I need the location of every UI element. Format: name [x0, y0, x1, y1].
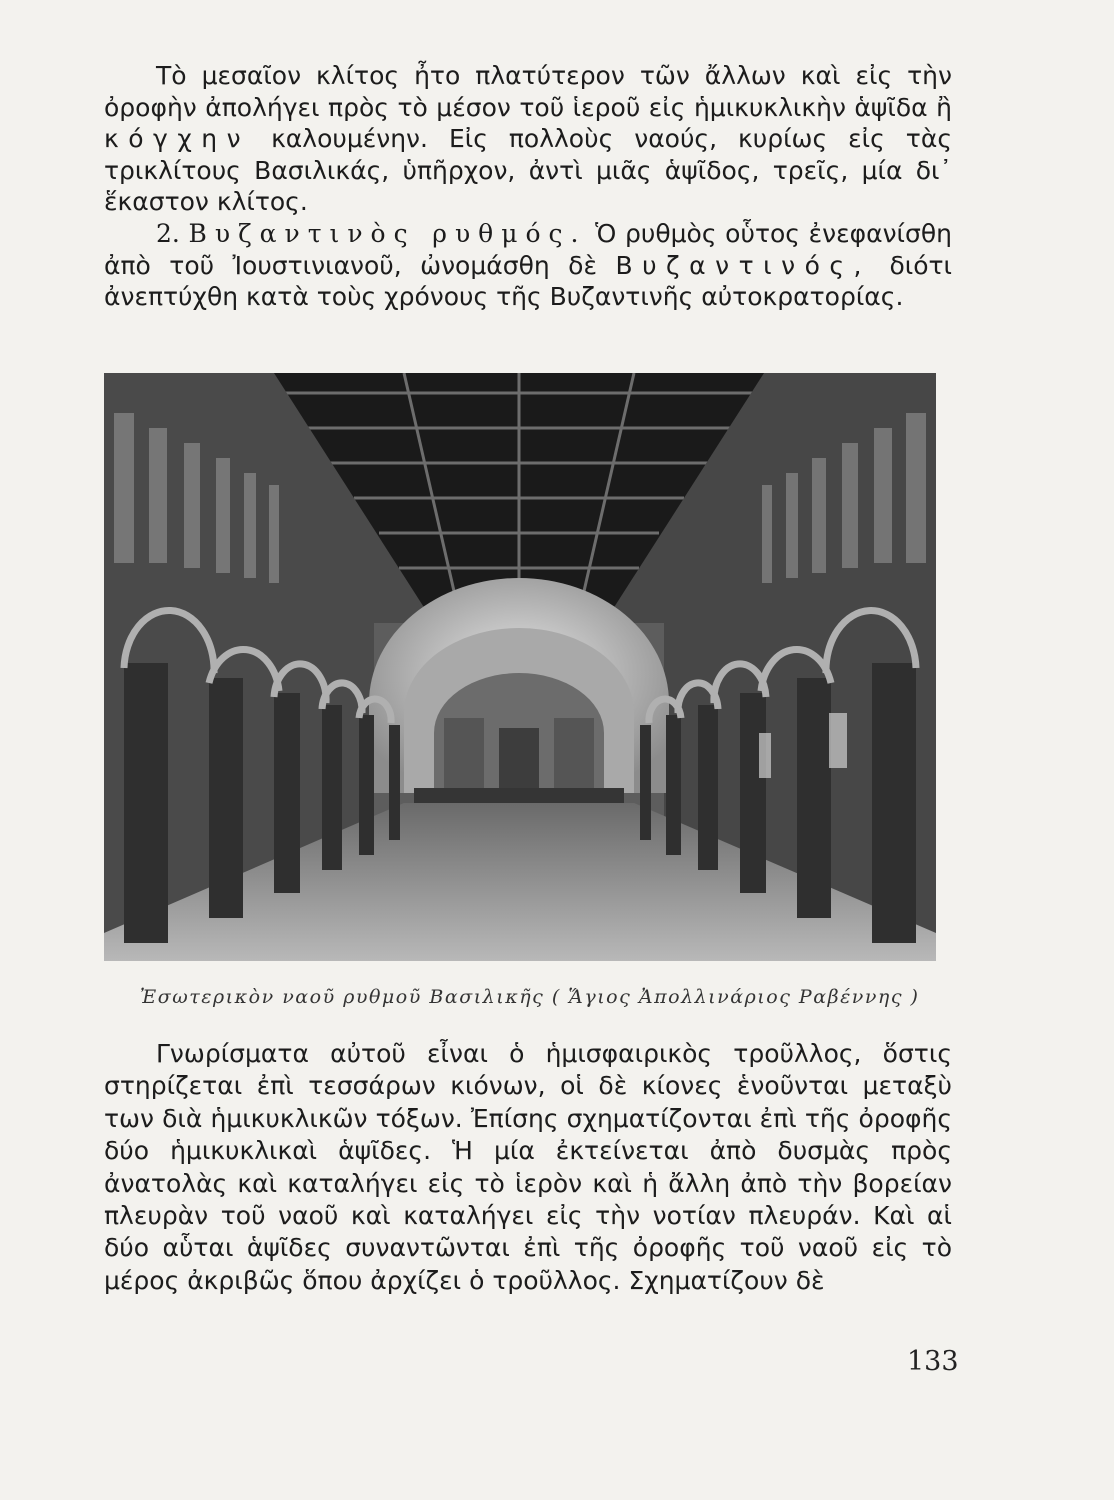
basilica-interior-drawing	[104, 373, 936, 961]
paragraph-byzantine-text: Ὁ ρυθμὸς οὗτος ἐνεφανίσθη ἀπὸ τοῦ Ἰουστινιανοῦ, ὠνομάσθη δὲ	[104, 218, 952, 280]
photo-caption: Ἐσωτερικὸν ναοῦ ρυθμοῦ Βασιλικῆς ( Ἅγιος Ἀπολλινάριος Ραβέννης )	[140, 986, 920, 1008]
term-konche: κόγχην	[104, 124, 251, 154]
bottom-text-block	[104, 1038, 952, 1297]
section-heading: Βυζαντινὸς ρυθμός.	[188, 218, 587, 248]
top-text-block	[104, 60, 952, 313]
paragraph-aisles-text-end: καλουμένην. Εἰς πολλοὺς ναούς, κυρίως εἰς τὰς τρικλίτους Βασιλικάς, ὑπῆρχον, ἀντὶ μιᾶς ἁψῖδος, τρεῖς, μία δι᾽ ἕκαστον κλίτος.	[104, 124, 952, 217]
paragraph-features: Γνωρίσματα αὐτοῦ εἶναι ὁ ἡμισφαιρικὸς τροῦλλος, ὅστις στηρίζεται ἐπὶ τεσσάρων κιόνων, οἱ δὲ κίονες ἑνοῦνται μεταξὺ των διὰ ἡμικυκλικῶν τόξων. Ἐπίσης σχηματίζονται ἐπὶ τῆς ὀροφῆς δύο ἡμικυκλικαὶ ἁψῖδες. Ἡ μία ἐκτείνεται ἀπὸ δυσμὰς πρὸς ἀνατολὰς καὶ καταλήγει εἰς τὸ ἱερὸν καὶ ἡ ἄλλη ἀπὸ τὴν βορείαν πλευρὰν τοῦ ναοῦ καὶ καταλήγει εἰς τὴν νοτίαν πλευράν. Καὶ αἱ δύο αὗται ἁψῖδες συναντῶνται ἐπὶ τῆς ὀροφῆς τοῦ ναοῦ εἰς τὸ μέρος ἀκριβῶς ὅπου ἀρχίζει ὁ τροῦλλος. Σχηματίζουν δὲ	[104, 1039, 952, 1295]
basilica-interior-photo	[104, 373, 936, 961]
paragraph-aisles-text: Τὸ μεσαῖον κλίτος ἦτο πλατύτερον τῶν ἄλλων καὶ εἰς τὴν ὀροφὴν ἀπολήγει πρὸς τὸ μέσον τοῦ ἱεροῦ εἰς ἡμικυκλικὴν ἁψῖδα ἢ	[104, 61, 952, 122]
paragraph-byzantine-style	[104, 218, 952, 313]
page-number: 133	[907, 1346, 959, 1377]
term-byzantinos: Βυζαντινός,	[615, 250, 871, 280]
section-number: 2.	[156, 218, 180, 248]
paragraph-byzantine-text-end: διότι ἀνεπτύχθη κατὰ τοὺς χρόνους τῆς Βυζαντινῆς αὐτοκρατορίας.	[104, 250, 953, 312]
paragraph-aisles	[104, 60, 952, 218]
